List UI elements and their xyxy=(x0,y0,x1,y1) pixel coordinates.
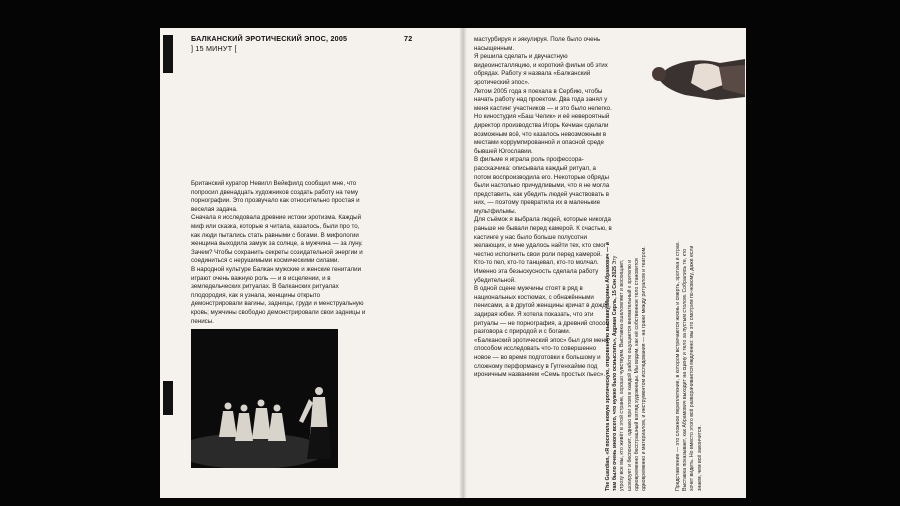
performer-photo xyxy=(645,55,745,100)
sidebar-text: Представление — это сложное переплетение, в котором встречаются жизнь и смерть, эротика и страх. Выставка показывает, как Абрамович выходит на сцену и тело за пустым столом. Собрались те, кто хочет видеть. Но вместо этого всё разворачивается медленно: мы это смотрим по-новому, даже если знаем, чем всё закончится. xyxy=(675,241,703,491)
sidebar-heading: The Guardian, «Я посетила новую эротическую, откровенную выставку Марины Абрамович — и там было очень много всего, что нужно было осмыслить», Адриан Сирль, 15 Сен 2025 xyxy=(605,242,619,491)
paragraph: «Балканский эротический эпос» был для меня способом исследовать что-то совершенно новое — во время подготовки к большому и сложному перформансу в Гуггенхайме под ироничным названием «Семь простых пьес». xyxy=(474,336,609,379)
tab-marker-top xyxy=(163,35,173,73)
page-number: 72 xyxy=(404,34,413,43)
book-gutter xyxy=(459,28,467,498)
left-body-text xyxy=(191,180,369,326)
paragraph: Сначала я исследовала древние истоки эротизма. Каждый миф или сказка, которые я читала, казалось, были про то, как люди пытались стать равными с богами. В мифологии женщина выходила замуж за солнце, а мужчина — за луну. Зачем? Чтобы сохранить секреты созидательной энергии и соединиться с нерушимыми космическими силами. xyxy=(191,214,363,265)
dance-photo-image xyxy=(191,329,338,468)
paragraph: мастурбируя и эякулируя. Поле было очень насыщенным. xyxy=(474,36,601,52)
performer-photo-image xyxy=(645,55,745,100)
dance-photo xyxy=(191,329,338,468)
paragraph: В народной культуре Балкан мужские и женские гениталии играют очень важную роль — и в исцелении, и в земледельческих ритуалах. В балканских ритуалах плодородия, как я узнала, женщины открыто демонстрировали вагины, задницы, груди и менструальную кровь; мужчины свободно демонстрировали свои задницы и пенисы. xyxy=(191,265,366,325)
paragraph: Для съёмок я выбрала людей, которые никогда раньше не бывали перед камерой. К счастью, в кастинге у нас было больше полусотни желающих, и мне удалось найти тех, кто смог честно исполнить свои роли перед камерой. Кто-то пел, кто-то танцевал, кто-то молчал. Именно эта безыскусность сделала работу убедительной. xyxy=(474,216,612,284)
tab-marker-bottom xyxy=(163,381,173,415)
sidebar-column-2 xyxy=(675,241,704,491)
paragraph: Я решила сделать и двучастную видеоинсталляцию, и короткий фильм об этих обрядах. Работу я назвала «Балканский эротический эпос». xyxy=(474,53,608,86)
paragraph: Британский куратор Невилл Вейкфилд сообщил мне, что попросил двенадцать художников создать работу на тему порнографии. Это прозвучало как относительно простая и веселая задача. xyxy=(191,180,360,213)
chapter-title: БАЛКАНСКИЙ ЭРОТИЧЕСКИЙ ЭПОС, 2005 xyxy=(191,34,348,43)
rotated-sidebar xyxy=(601,235,743,495)
sidebar-column-1 xyxy=(605,241,648,491)
paragraph: Летом 2005 года я поехала в Сербию, чтобы начать работу над проектом. Два года занял у меня кастинг участников — и это было нелегко. Но киностудия «Баш Челик» и её невероятный директор производства Игорь Кечман сделали возможным всё, что казалось невозможным в местами коррумпированной и опасной среде бывшей Югославии. xyxy=(474,87,612,155)
paragraph: В фильме я играла роль профессора-рассказчика: описывала каждый ритуал, а потом воспроизводила его. Некоторые обряды были настолько причудливыми, что я не могла представить, как убедить людей участвовать в них, — поэтому превратила их в маленькие мультфильмы. xyxy=(474,156,610,215)
chapter-duration: ] 15 МИНУТ [ xyxy=(191,44,237,53)
paragraph: В одной сцене мужчины стоят в ряд в национальных костюмах, с обнажёнными пенисами, а в другой женщины кричат в дождь, задирая юбки. Я хотела показать, что эти ритуалы — не порнография, а древний способ разговора с природой и с богами. xyxy=(474,285,611,336)
right-body-text xyxy=(474,36,612,380)
sidebar-text: Эту угрозу все мы, кто живёт в этой стране, хорошо чувствуем. Выставка ошеломляет и восхищает, шокирует и беспокоит, однако при этом в каждой работе ощущается внимательный к зрителю и одновременно бесстрашный взгляд художницы. Мы видим, как её собственное тело становится одновременно и материалом, и инструментом исследования — на грани между ритуалом и театром. xyxy=(612,246,648,491)
